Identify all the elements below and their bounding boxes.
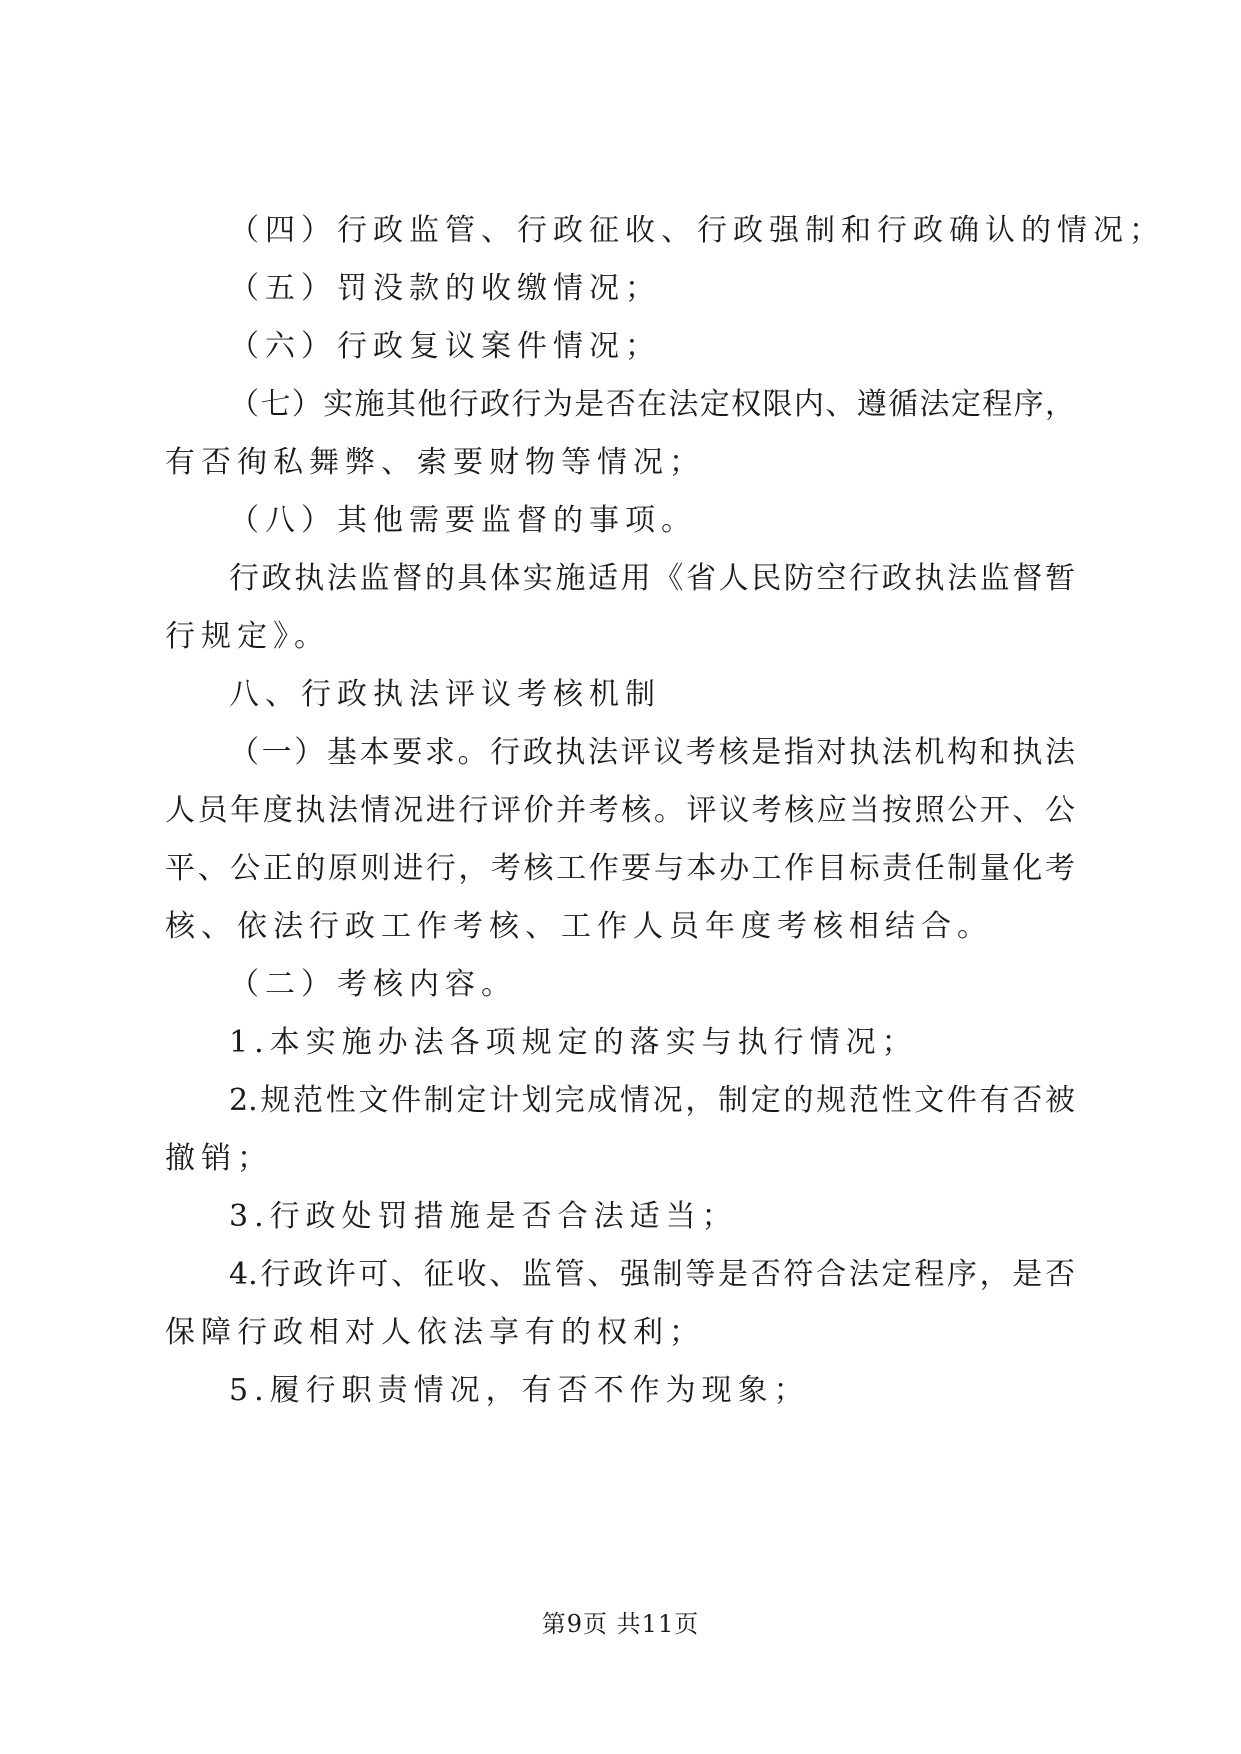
paragraph-line: （二）考核内容。 — [229, 967, 517, 1002]
paragraph-line: （五）罚没款的收缴情况； — [229, 271, 661, 306]
paragraph-line: 行政执法监督的具体实施适用《省人民防空行政执法监督暂 — [229, 561, 1075, 596]
paragraph-line: （一）基本要求。行政执法评议考核是指对执法机构和执法 — [229, 735, 1075, 770]
section-heading: 八、行政执法评议考核机制 — [229, 677, 661, 712]
paragraph-line: 核、依法行政工作考核、工作人员年度考核相结合。 — [165, 909, 993, 944]
list-item: 2.规范性文件制定计划完成情况，制定的规范性文件有否被 — [229, 1083, 1075, 1118]
paragraph-line: 平、公正的原则进行，考核工作要与本办工作目标责任制量化考 — [165, 851, 1075, 886]
list-item: 3.行政处罚措施是否合法适当； — [229, 1199, 738, 1234]
paragraph-line: （八）其他需要监督的事项。 — [229, 503, 697, 538]
paragraph-line: 有否徇私舞弊、索要财物等情况； — [165, 445, 705, 480]
list-item-continuation: 撤销； — [165, 1141, 273, 1176]
paragraph-line: （四）行政监管、行政征收、行政强制和行政确认的情况； — [229, 213, 1165, 248]
list-item: 5.履行职责情况，有否不作为现象； — [229, 1373, 810, 1408]
paragraph-line: （六）行政复议案件情况； — [229, 329, 661, 364]
paragraph-line: （七）实施其他行政行为是否在法定权限内、遵循法定程序， — [229, 387, 1075, 422]
page-number-footer: 第9页 共11页 — [541, 1610, 700, 1638]
list-item: 1.本实施办法各项规定的落实与执行情况； — [229, 1025, 918, 1060]
paragraph-line: 人员年度执法情况进行评价并考核。评议考核应当按照公开、公 — [165, 793, 1075, 828]
paragraph-line: 行规定》。 — [165, 619, 330, 654]
list-item: 4.行政许可、征收、监管、强制等是否符合法定程序，是否 — [229, 1257, 1075, 1292]
list-item-continuation: 保障行政相对人依法享有的权利； — [165, 1315, 705, 1350]
